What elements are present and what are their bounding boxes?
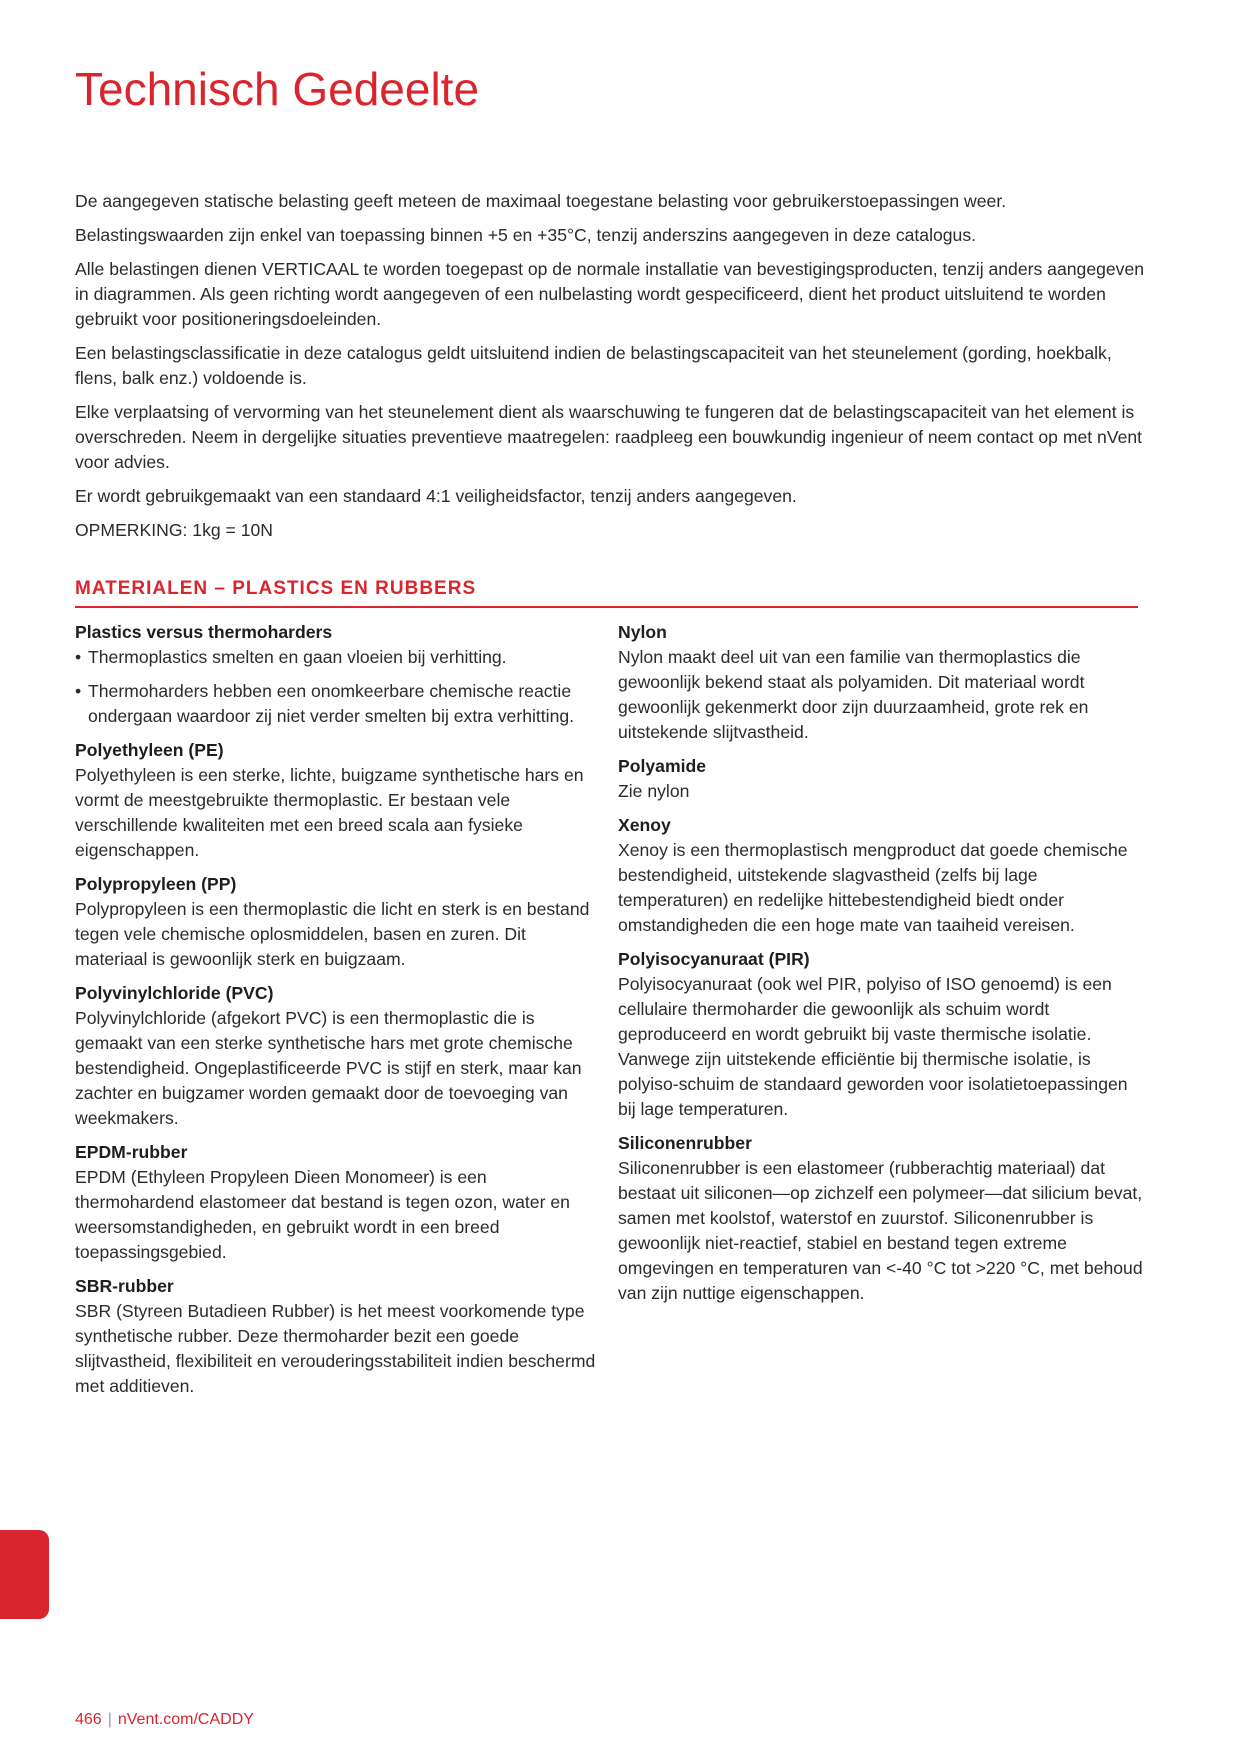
block-heading: Polypropyleen (PP) <box>75 874 237 894</box>
right-column <box>618 620 1148 1315</box>
intro-paragraph: Een belastingsclassificatie in deze catalogus geldt uitsluitend indien de belastingscapaciteit van het steunelement (gording, hoekbalk, flens, balk enz.) voldoende is. <box>75 343 1112 388</box>
block-text: Polyisocyanuraat (ook wel PIR, polyiso of ISO genoemd) is een cellulaire thermoharder die gewoonlijk als schuim wordt geproduceerd en wordt gebruikt bij vaste thermische isolatie. Vanwege zijn uitstekende efficiëntie bij thermische isolatie, is polyiso-schuim de standaard geworden voor isolatietoepassingen bij lage temperaturen. <box>618 974 1128 1119</box>
pe-block <box>75 738 600 863</box>
intro-paragraph: De aangegeven statische belasting geeft meteen de maximaal toegestane belasting voor gebruikerstoepassingen weer. <box>75 191 1007 211</box>
xenoy-block <box>618 813 1148 938</box>
pvc-block <box>75 981 600 1131</box>
intro-paragraph: Elke verplaatsing of vervorming van het steunelement dient als waarschuwing te fungeren dat de belastingscapaciteit van het element is overschreden. Neem in dergelijke situaties preventieve maatregelen: raadpleeg een bouwkundig ingenieur of neem contact op met nVent voor advies. <box>75 402 1143 472</box>
bullet-list <box>75 645 600 729</box>
block-heading: Polyvinylchloride (PVC) <box>75 983 274 1003</box>
block-text: Polypropyleen is een thermoplastic die licht en sterk is en bestand tegen vele chemische oplosmiddelen, basen en zuren. Dit materiaal is gewoonlijk sterk en buigzaam. <box>75 899 590 969</box>
intro-note: OPMERKING: 1kg = 10N <box>75 520 273 540</box>
intro-paragraph: Er wordt gebruikgemaakt van een standaard 4:1 veiligheidsfactor, tenzij anders aangegeven. <box>75 486 797 506</box>
block-heading: Polyisocyanuraat (PIR) <box>618 949 810 969</box>
intro-paragraph: Belastingswaarden zijn enkel van toepassing binnen +5 en +35°C, tenzij anderszins aangegeven in deze catalogus. <box>75 225 977 245</box>
block-heading: Siliconenrubber <box>618 1133 752 1153</box>
plastics-block <box>75 620 600 729</box>
bullet-item: • Thermoharders hebben een onomkeerbare chemische reactie ondergaan waardoor zij niet verder smelten bij extra verhitting. <box>75 679 600 729</box>
block-text: Nylon maakt deel uit van een familie van thermoplastics die gewoonlijk bekend staat als polyamiden. Dit materiaal wordt gewoonlijk gekenmerkt door zijn duurzaamheid, grote rek en uitstekende slijtvastheid. <box>618 647 1089 742</box>
block-heading: EPDM-rubber <box>75 1142 188 1162</box>
bullet-item: • Thermoplastics smelten en gaan vloeien bij verhitting. <box>75 645 600 670</box>
block-text: Polyethyleen is een sterke, lichte, buigzame synthetische hars en vormt de meestgebruikte thermoplastic. Er bestaan vele verschillende kwaliteiten met een breed scala aan fysieke eigenschappen. <box>75 765 584 860</box>
block-text: Zie nylon <box>618 781 690 801</box>
section-side-tab <box>0 1530 49 1619</box>
block-heading: Plastics versus thermoharders <box>75 622 333 642</box>
intro-text <box>75 189 1150 552</box>
page-number: 466 <box>75 1711 102 1728</box>
block-text: Xenoy is een thermoplastisch mengproduct dat goede chemische bestendigheid, uitstekende slagvastheid (zelfs bij lage temperaturen) en redelijke hittebestendigheid biedt onder omstandigheden die een hoge mate van taaiheid vereisen. <box>618 840 1128 935</box>
block-heading: Polyamide <box>618 756 707 776</box>
footer-site-link[interactable]: nVent.com/CADDY <box>117 1711 254 1728</box>
pir-block <box>618 947 1148 1122</box>
polyamide-block <box>618 754 1148 804</box>
silicone-block <box>618 1131 1148 1306</box>
block-text: Polyvinylchloride (afgekort PVC) is een thermoplastic die is gemaakt van een sterke synthetische hars met grote chemische bestendigheid. Ongeplastificeerde PVC is stijf en sterk, maar kan zachter en buigzamer worden gemaakt door de toevoeging van weekmakers. <box>75 1008 582 1128</box>
footer-separator: | <box>107 1711 112 1728</box>
section-heading: MATERIALEN – PLASTICS EN RUBBERS <box>75 578 1138 608</box>
block-heading: Polyethyleen (PE) <box>75 740 224 760</box>
block-text: EPDM (Ethyleen Propyleen Dieen Monomeer) is een thermohardend elastomeer dat bestand is tegen ozon, water en weersomstandigheden, en gebruikt wordt in een breed toepassingsgebied. <box>75 1167 570 1262</box>
nylon-block <box>618 620 1148 745</box>
epdm-block <box>75 1140 600 1265</box>
block-heading: SBR-rubber <box>75 1276 174 1296</box>
footer <box>75 1710 254 1730</box>
block-heading: Xenoy <box>618 815 671 835</box>
intro-paragraph: Alle belastingen dienen VERTICAAL te worden toegepast op de normale installatie van bevestigingsproducten, tenzij anders aangegeven in diagrammen. Als geen richting wordt aangegeven of een nulbelasting wordt gespecificeerd, dient het product uitsluitend te worden gebruikt voor positioneringsdoeleinden. <box>75 259 1145 329</box>
left-column <box>75 620 600 1408</box>
sbr-block <box>75 1274 600 1399</box>
pp-block <box>75 872 600 972</box>
page-title: Technisch Gedeelte <box>75 63 480 115</box>
block-text: Siliconenrubber is een elastomeer (rubberachtig materiaal) dat bestaat uit siliconen—op zichzelf een polymeer—dat silicium bevat, samen met koolstof, waterstof en zuurstof. Siliconenrubber is gewoonlijk niet-reactief, stabiel en bestand tegen extreme omgevingen en temperaturen van <-40 °C tot >220 °C, met behoud van zijn nuttige eigenschappen. <box>618 1158 1143 1303</box>
block-text: SBR (Styreen Butadieen Rubber) is het meest voorkomende type synthetische rubber. Deze thermoharder bezit een goede slijtvastheid, flexibiliteit en verouderingsstabiliteit indien beschermd met additieven. <box>75 1301 596 1396</box>
block-heading: Nylon <box>618 622 667 642</box>
